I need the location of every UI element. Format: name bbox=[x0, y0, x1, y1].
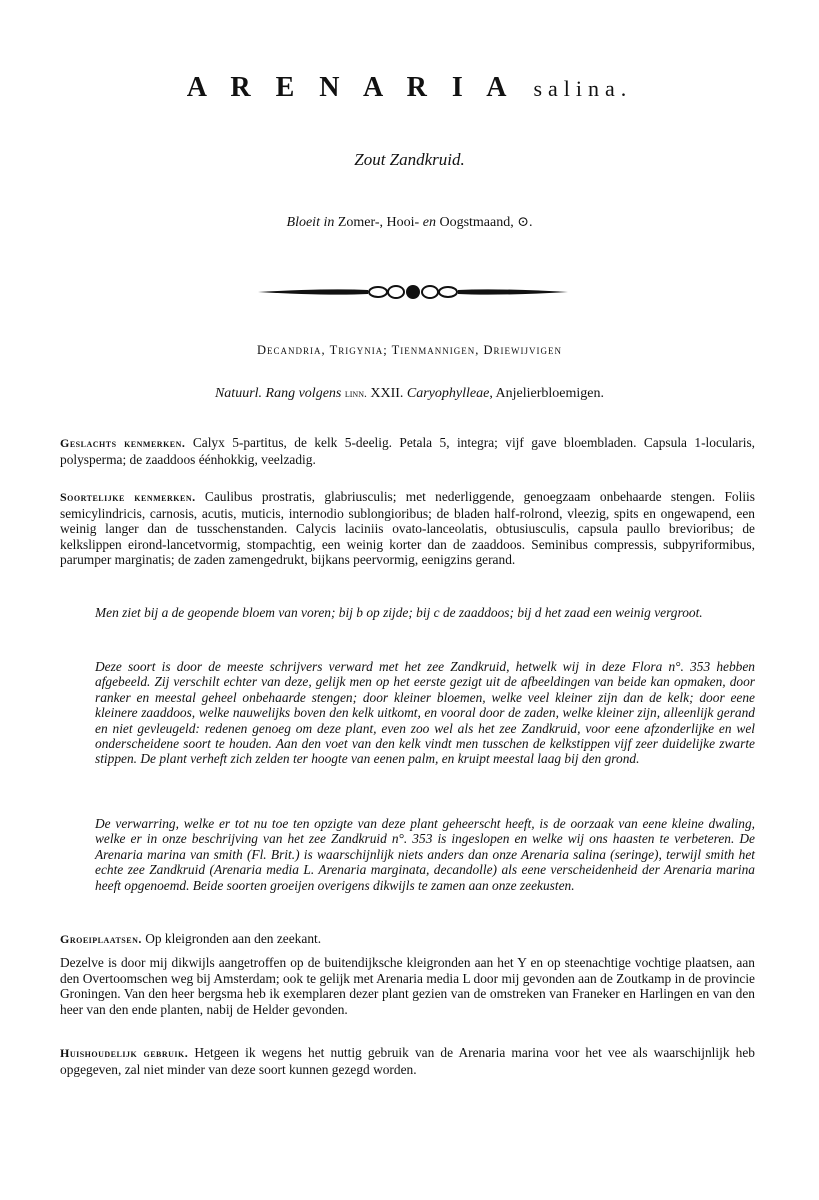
household-use-text: Hetgeen ik wegens het nuttig gebruik van de Arenaria marina voor het vee als waarschijnlijk heb opgegeven, zal niet minder van deze soort kunnen gezegd worden. bbox=[60, 1045, 755, 1077]
rank-label: Natuurl. Rang volgens bbox=[214, 386, 342, 401]
bloom-last: Oogstmaand, bbox=[439, 215, 514, 230]
description-paragraph-2: De verwarring, welke er tot nu toe ten opzigte van deze plant geheerscht heeft, is de oorzaak van eene kleine dwaling, welke er in onze beschrijving van het zee Zandkruid n°. 353 is ingeslopen en welke wij ons haasten te verbeteren. De Arenaria marina van smith (Fl. Brit.) is waarschijnlijk niets anders dan onze Arenaria salina (seringe), terwijl smith het echte zee Zandkruid (Arenaria media L. Arenaria marginata, decandolle) als eene verscheidenheid der Arenaria marina heeft opgenoemd. Beide soorten groeijen overigens dikwijls te zamen aan onze zeekusten. bbox=[95, 816, 755, 893]
natural-rank bbox=[0, 386, 819, 402]
habitat-heading-line bbox=[60, 931, 755, 948]
linnaean-class: Decandria, Trigynia; Tienmannigen, Driewijvigen bbox=[257, 343, 562, 357]
annual-symbol: ⊙. bbox=[517, 215, 533, 230]
genus-characters bbox=[60, 435, 755, 467]
flowering-line bbox=[0, 214, 819, 231]
page-title bbox=[0, 72, 819, 104]
bloom-months: Zomer-, Hooi- bbox=[337, 215, 420, 230]
household-use bbox=[60, 1045, 755, 1077]
rank-author: linn. bbox=[344, 388, 367, 400]
genus-characters-text: Calyx 5-partitus, de kelk 5-deelig. Petala 5, integra; vijf gave bloembladen. Capsula 1-locularis, polysperma; de zaaddoos éénhokkig, veelzadig. bbox=[60, 435, 755, 467]
bloom-pre: Bloeit in bbox=[286, 215, 335, 230]
rank-family: Caryophylleae bbox=[406, 386, 490, 401]
common-name: Zout Zandkruid. bbox=[354, 150, 465, 169]
habitat-heading: Groeiplaatsen. bbox=[60, 932, 142, 946]
figure-note: Men ziet bij a de geopende bloem van voren; bij b op zijde; bij c de zaaddoos; bij d het zaad een weinig vergroot. bbox=[95, 605, 703, 620]
species-name: salina. bbox=[533, 76, 633, 101]
genus-name: A R E N A R I A bbox=[186, 72, 516, 103]
habitat-summary: Op kleigronden aan den zeekant. bbox=[141, 931, 322, 946]
habitat-body: Dezelve is door mij dikwijls aangetroffen op de buitendijksche kleigronden aan het Y en op steenachtige vochtige plaatsen, aan den Overtoomschen weg bij Amsterdam; ook te gelijk met Arenaria media L door mij gevonden aan de Zoutkamp in de provincie Groningen. Van den heer bergsma heb ik exemplaren dezer plant gezien van de omstreken van Franeker en Harlingen en van den heer van den ende planten, nabij de Helder gevonden. bbox=[60, 955, 755, 1017]
species-characters bbox=[60, 489, 755, 568]
ornament-divider bbox=[258, 283, 568, 301]
genus-characters-heading: Geslachts kenmerken. bbox=[60, 436, 186, 450]
bloom-en: en bbox=[422, 215, 436, 230]
rank-dutch: , Anjelierbloemigen. bbox=[489, 386, 605, 401]
household-use-heading: Huishoudelijk gebruik. bbox=[60, 1046, 189, 1060]
description-paragraph-1: Deze soort is door de meeste schrijvers verward met het zee Zandkruid, hetwelk wij in deze Flora n°. 353 hebben afgebeeld. Zij verschilt echter van deze, gelijk men op het eerste gezigt uit de afbeeldingen van beide kan opmaken, door ranker en meestal geheel onbehaarde stengen; door kleiner bloemen, welke veel kleiner zijn dan de kelk; door eene kleinere zaaddoos, welke nauwelijks boven den kelk uitkomt, en vooral door de zaden, welke kleiner zijn, alleenlijk gerand en niet gevleugeld: redenen genoeg om deze plant, even zoo wel als het zee Zandkruid, voor eene afzonderlijke en wel onderscheidene soort te houden. Aan den voet van den kelk vindt men tusschen de kelkstippen vijf zeer duidelijke zwarte stippen. De plant verheft zich zelden ter hoogte van eenen palm, en kruipt meestal laag bij den grond. bbox=[95, 659, 755, 767]
rank-number: XXII. bbox=[370, 386, 404, 401]
species-characters-heading: Soortelijke kenmerken. bbox=[60, 490, 196, 504]
species-characters-text: Caulibus prostratis, glabriusculis; met nederliggende, genoegzaam onbehaarde stengen. Foliis semicylindricis, carnosis, acutis, muticis, internodio sublongioribus; de bladen half-rolrond, vleezig, spits en ongewapend, een weinig langer dan de tusschenstanden. Calycis laciniis ovato-lanceolatis, obtusiusculis, capsula paullo brevioribus; de kelkslippen eirond-lancetvormig, stompachtig, een weinig korter dan de zaaddoos. Seminibus compressis, subpyriformibus, parumper marginatis; de zaden zamengedrukt, bijkans peervormig, eenigzins gerand. bbox=[60, 489, 755, 568]
